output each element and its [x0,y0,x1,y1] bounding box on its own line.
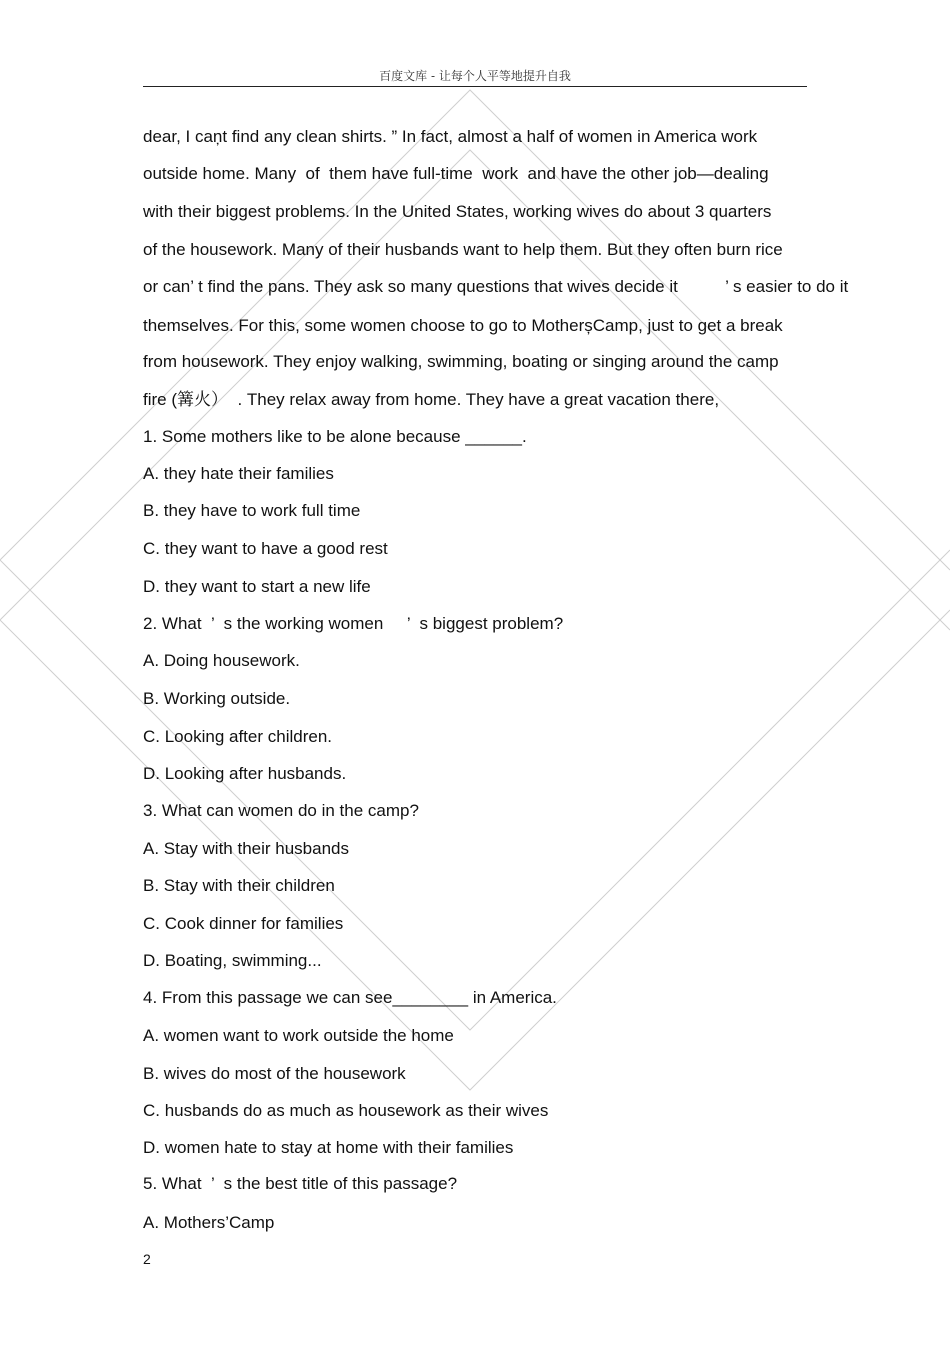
page-number: 2 [143,1251,151,1267]
page-header: 百度文库 - 让每个人平等地提升自我 [379,69,571,83]
option-line: A. Mothers’Camp [143,1213,275,1232]
question-4: 4. From this passage we can see________ in America. [143,988,557,1007]
question-5: 5. What ’ s the best title of this passage? [143,1174,458,1193]
passage-line: outside home. Many of them have full-time work and have the other job—dealing [143,164,769,183]
option-line: C. they want to have a good rest [143,539,388,558]
option-line: B. wives do most of the housework [143,1064,406,1083]
passage-line: from housework. They enjoy walking, swimming, boating or singing around the camp [143,352,779,371]
passage-line: fire (篝火） . They relax away from home. They have a great vacation there, [143,390,720,409]
passage-line: with their biggest problems. In the United States, working wives do about 3 quarters [143,202,772,221]
option-line: A. Stay with their husbands [143,839,350,858]
option-line: B. Stay with their children [143,876,335,895]
option-line: D. women hate to stay at home with their families [143,1138,514,1157]
option-line: D. Looking after husbands. [143,764,347,783]
option-line: C. husbands do as much as housework as their wives [143,1101,549,1120]
option-line: C. Looking after children. [143,727,332,746]
question-3: 3. What can women do in the camp? [143,801,419,820]
header-divider [143,86,807,87]
option-line: D. Boating, swimming... [143,951,322,970]
option-line: A. they hate their families [143,464,334,483]
question-1: 1. Some mothers like to be alone because ______. [143,427,527,446]
option-line: B. they have to work full time [143,501,361,520]
passage-line: dear, I caņt find any clean shirts. ” In fact, almost a half of women in America work [143,127,758,146]
option-line: A. women want to work outside the home [143,1026,454,1045]
passage-line: themselves. For this, some women choose to go to MotherșCamp, just to get a break [143,316,783,335]
option-line: D. they want to start a new life [143,577,371,596]
option-line: B. Working outside. [143,689,291,708]
passage-line: or can’ t find the pans. They ask so many questions that wives decide it ’ s easier to do it [143,277,849,296]
option-line: A. Doing housework. [143,651,300,670]
passage-line: of the housework. Many of their husbands want to help them. But they often burn rice [143,240,783,259]
option-line: C. Cook dinner for families [143,914,344,933]
question-2: 2. What ’ s the working women ’ s biggest problem? [143,614,564,633]
